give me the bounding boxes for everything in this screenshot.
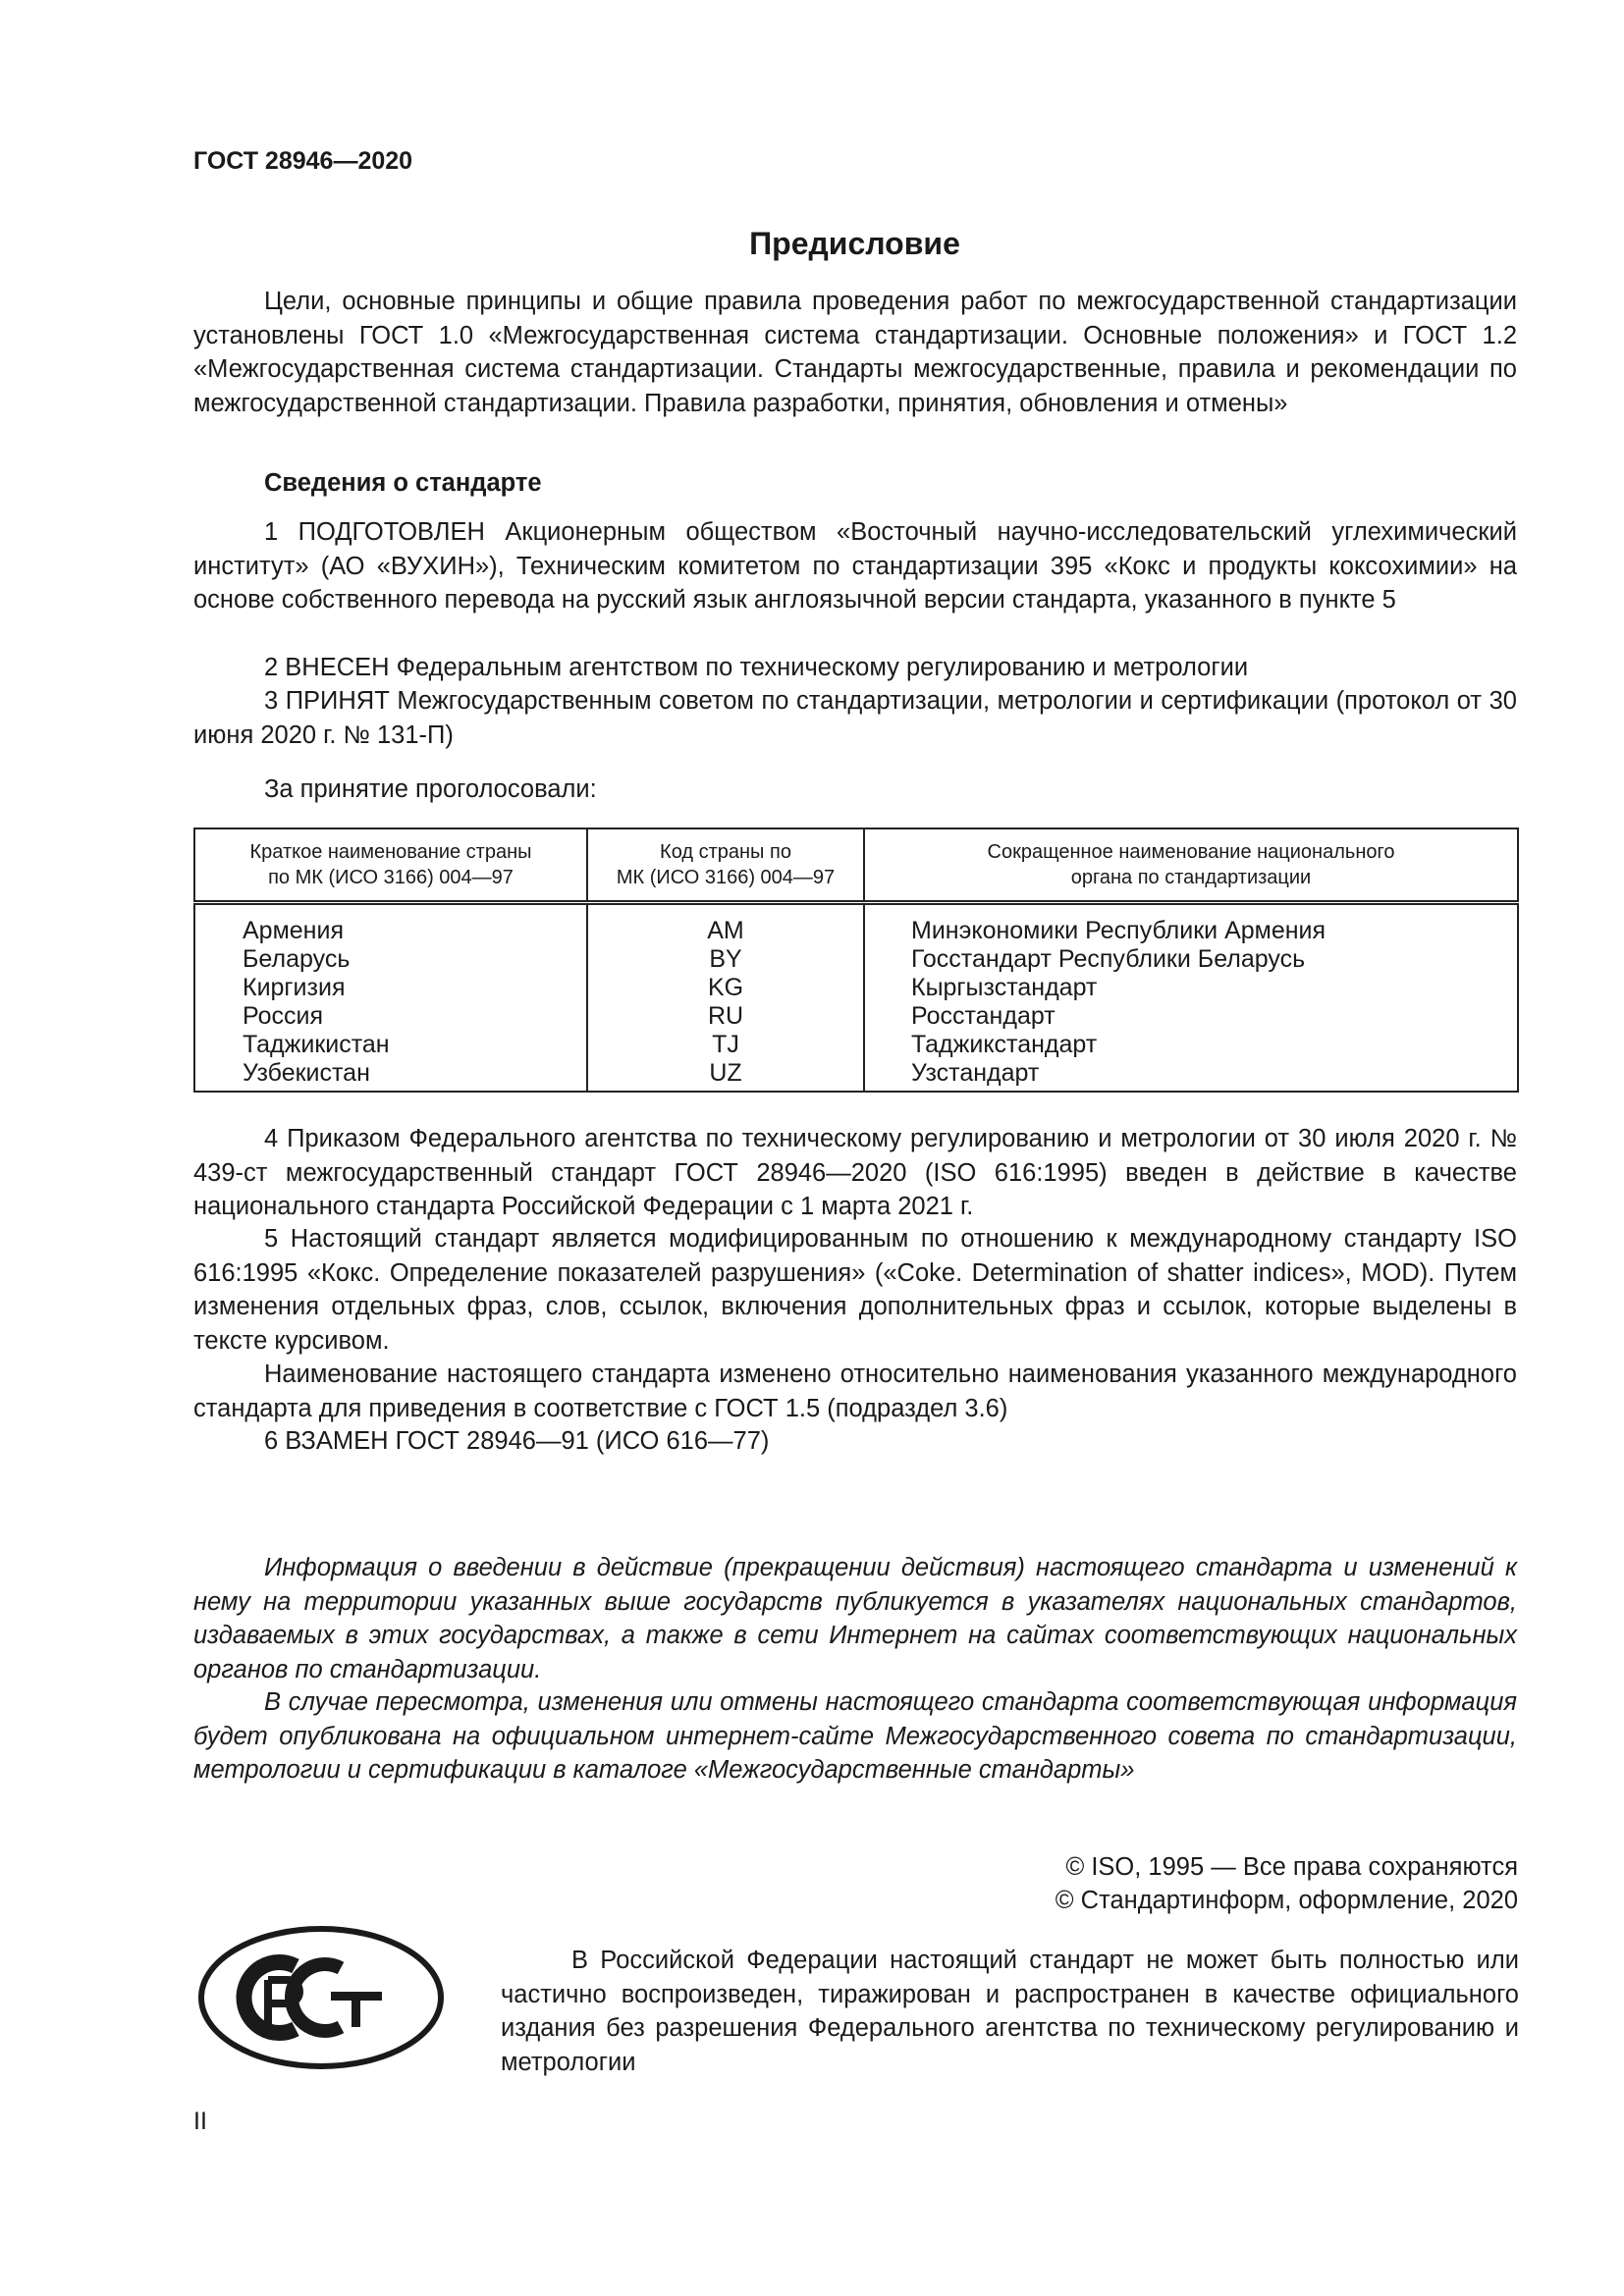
table-cell: Кыргызстандарт [911, 974, 1098, 1001]
table-cell: Таджикистан [243, 1031, 390, 1058]
preface-intro: Цели, основные принципы и общие правила проведения работ по межгосударственной стандартизации установлены ГОСТ 1.0 «Межгосударственная система стандартизации. Основные положения» и ГОСТ 1.2 «Межгосударственная система стандартизации. Стандарты межгосударственные, правила и рекомендации по межгосударственной стандартизации. Правила разработки, принятия, обновления и отмены» [193, 288, 1517, 417]
bodies-column [864, 903, 1518, 1093]
table-cell: Узстандарт [911, 1059, 1040, 1087]
table-cell: RU [707, 1002, 744, 1030]
item-2-introduced: 2 ВНЕСЕН Федеральным агентством по техническому регулированию и метрологии [264, 654, 1249, 681]
copyright-iso: © ISO, 1995 — Все права сохраняются [1065, 1853, 1518, 1881]
table-cell: KG [707, 974, 744, 1001]
info-italic-2: В случае пересмотра, изменения или отмены настоящего стандарта соответствующая информация будет опубликована на официальном интернет-сайте Межгосударственного совета по стандартизации, метрологии и сертификации в каталоге «Межгосударственные стандарты» [193, 1688, 1517, 1784]
table-cell: Россия [243, 1002, 323, 1030]
votes-label: За принятие проголосовали: [264, 775, 597, 803]
table-cell: Беларусь [243, 945, 351, 973]
member-states-table [193, 828, 1519, 1093]
item-6-replaces: 6 ВЗАМЕН ГОСТ 28946—91 (ИСО 616—77) [264, 1427, 770, 1455]
item-3-adopted: 3 ПРИНЯТ Межгосударственным советом по стандартизации, метрологии и сертификации (протокол от 30 июня 2020 г. № 131-П) [193, 687, 1517, 749]
item-1-prepared: 1 ПОДГОТОВЛЕН Акционерным обществом «Восточный научно-исследовательский углехимический институт» (АО «ВУХИН»), Техническим комитетом по стандартизации 395 «Кокс и продукты коксохимии» на основе собственного перевода на русский язык англоязычной версии стандарта, указанного в пункте 5 [193, 518, 1517, 614]
item-5-note: Наименование настоящего стандарта изменено относительно наименования указанного международного стандарта для приведения в соответствие с ГОСТ 1.5 (подраздел 3.6) [193, 1361, 1517, 1422]
rights-notice: В Российской Федерации настоящий стандарт не может быть полностью или частично воспроизведен, тиражирован и распространен в качестве официального издания без разрешения Федерального агентства по техническому регулированию и метрологии [501, 1947, 1519, 2076]
table-cell: AM [707, 917, 744, 944]
codes-column [587, 903, 864, 1093]
item-4-order: 4 Приказом Федерального агентства по техническому регулированию и метрологии от 30 июля 2020 г. № 439-ст межгосударственный стандарт ГОСТ 28946—2020 (ISO 616:1995) введен в действие в качестве национального стандарта Российской Федерации с 1 марта 2021 г. [193, 1125, 1517, 1220]
table-cell: Госстандарт Республики Беларусь [911, 945, 1306, 973]
header-country: Краткое наименование страны по МК (ИСО 3166) 004—97 [194, 828, 587, 903]
info-italic-1: Информация о введении в действие (прекращении действия) настоящего стандарта и изменений к нему на территории указанных выше государств публикуется в указателях национальных стандартов, издаваемых в этих государствах, а также в сети Интернет на сайтах соответствующих национальных органов по стандартизации. [193, 1554, 1517, 1683]
table-cell: Росстандарт [911, 1002, 1056, 1030]
table-cell: Минэкономики Республики Армения [911, 917, 1326, 944]
header-body: Сокращенное наименование национального органа по стандартизации [987, 841, 1395, 888]
header-code: Код страны по МК (ИСО 3166) 004—97 [587, 828, 864, 903]
table-header-row [194, 828, 1518, 903]
rst-logo [193, 1919, 449, 2076]
page-number: II [193, 2108, 207, 2135]
table-cell: Узбекистан [243, 1059, 370, 1087]
rst-emblem-icon [193, 1919, 449, 2076]
copyright-standartinform: © Стандартинформ, оформление, 2020 [1055, 1887, 1518, 1914]
document-code: ГОСТ 28946—2020 [193, 147, 413, 175]
table-cell: Армения [243, 917, 344, 944]
item-5-modified: 5 Настоящий стандарт является модифицированным по отношению к международному стандарту ISO 616:1995 «Кокс. Определение показателей разрушения» («Coke. Determination of shatter indices», MOD). Путем изменения отдельных фраз, слов, ссылок, включения дополнительных фраз и ссылок, которые выделены в тексте курсивом. [193, 1225, 1517, 1355]
table-cell: BY [709, 945, 742, 973]
info-heading: Сведения о стандарте [264, 469, 542, 497]
table-body-row [194, 903, 1518, 1093]
table-cell: UZ [709, 1059, 742, 1087]
table-cell: Киргизия [243, 974, 346, 1001]
table-cell: Таджикстандарт [911, 1031, 1098, 1058]
table-cell: TJ [712, 1031, 739, 1058]
countries-column [194, 903, 587, 1093]
preface-title: Предисловие [749, 226, 960, 261]
